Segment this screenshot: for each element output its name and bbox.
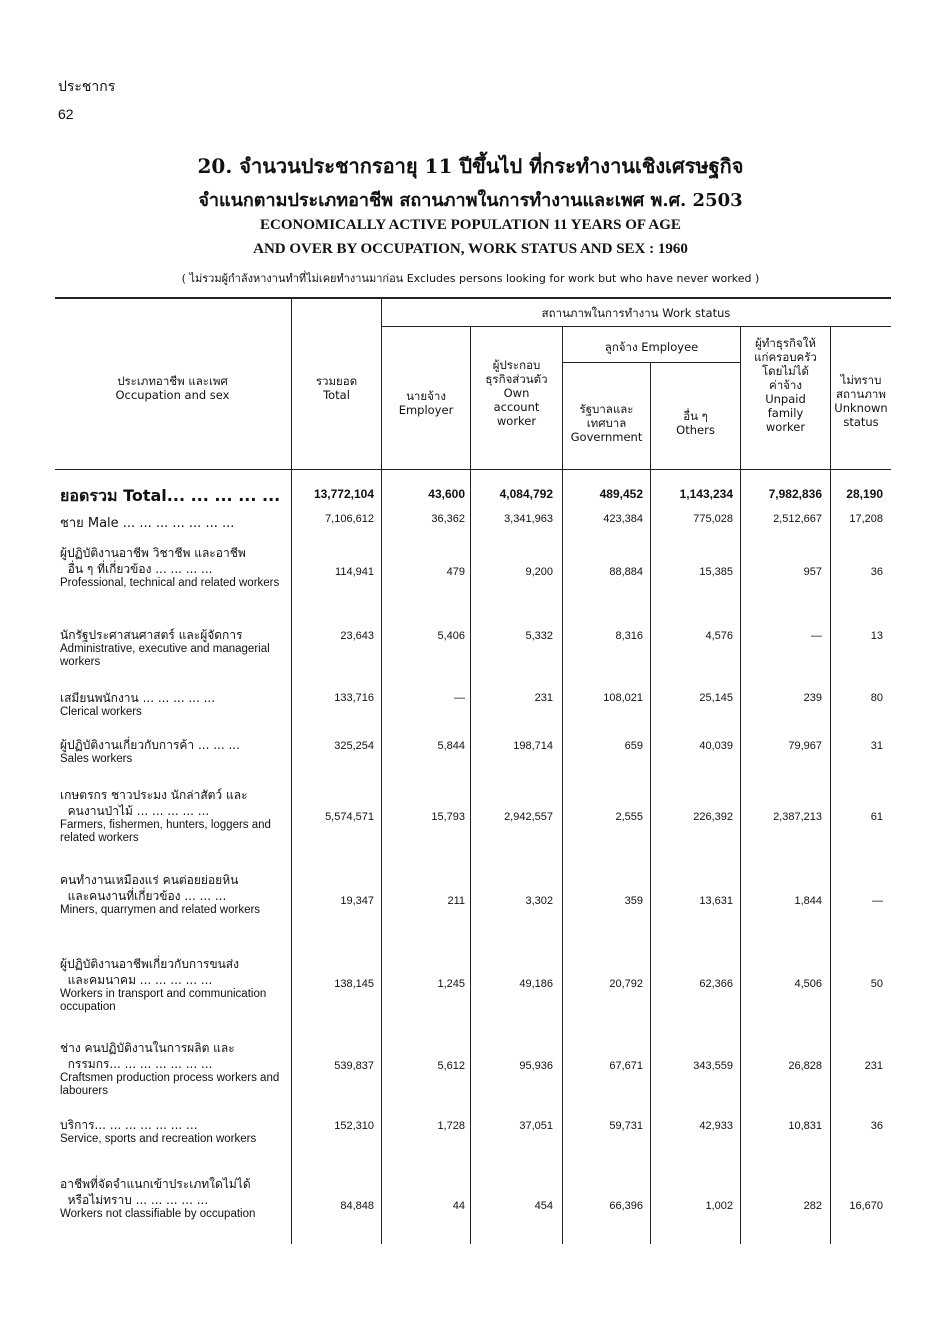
occupation-thai: อาชีพที่จัดจำแนกเข้าประเภทใดไม่ได้ หรือไม่ทราบ ... ... ... ... ... bbox=[60, 1177, 251, 1207]
table-row-cell: 239 bbox=[803, 692, 822, 704]
work-status-rule bbox=[381, 326, 891, 327]
table-row-cell: 211 bbox=[447, 895, 465, 907]
table-row-label bbox=[60, 545, 285, 590]
table-row-cell: 231 bbox=[534, 692, 553, 704]
table-row-cell: 1,245 bbox=[437, 978, 465, 990]
table-row-cell: 42,933 bbox=[699, 1120, 733, 1132]
table-row-cell: 49,186 bbox=[519, 978, 553, 990]
occupation-thai: บริการ... ... ... ... ... ... ... bbox=[60, 1118, 198, 1132]
male-row-label: ชาย Male ... ... ... ... ... ... ... bbox=[60, 516, 235, 531]
table-row-cell: 3,302 bbox=[525, 895, 553, 907]
table-row-cell: 19,347 bbox=[340, 895, 374, 907]
male-row-cell: 7,106,612 bbox=[325, 513, 374, 525]
total-row-cell: 489,452 bbox=[599, 487, 643, 501]
table-row-cell: 2,555 bbox=[615, 811, 643, 823]
col-divider-unknown bbox=[830, 327, 831, 1244]
occupation-thai: ช่าง คนปฏิบัติงานในการผลิต และ กรรมกร... ... ... ... ... ... ... bbox=[60, 1041, 235, 1071]
table-row-cell: 454 bbox=[534, 1200, 553, 1212]
occupation-english: Farmers, fishermen, hunters, loggers and related workers bbox=[60, 819, 271, 844]
total-row-cell: 1,143,234 bbox=[679, 487, 733, 501]
occupation-thai: นักรัฐประศาสนศาสตร์ และผู้จัดการ bbox=[60, 628, 243, 642]
col-divider-total bbox=[291, 298, 292, 1244]
table-row-cell: 1,844 bbox=[794, 895, 822, 907]
table-row-cell: 5,574,571 bbox=[325, 811, 374, 823]
header-bottom-rule bbox=[55, 469, 891, 470]
header-total: รวมยอด Total bbox=[315, 374, 358, 402]
header-others: อื่น ๆ Others bbox=[676, 409, 715, 437]
table-row-cell: 79,967 bbox=[788, 740, 822, 752]
male-row-cell: 17,208 bbox=[849, 513, 883, 525]
table-row-label bbox=[60, 690, 285, 719]
table-row-label bbox=[60, 737, 285, 766]
occupation-thai: ผู้ปฏิบัติงานอาชีพ วิชาชีพ และอาชีพ อื่น ๆ ที่เกี่ยวข้อง ... ... ... ... bbox=[60, 546, 246, 576]
occupation-english: Sales workers bbox=[60, 753, 133, 765]
occupation-thai: ผู้ปฏิบัติงานอาชีพเกี่ยวกับการขนส่ง และคมนาคม ... ... ... ... ... bbox=[60, 957, 239, 987]
table-top-rule bbox=[55, 297, 891, 299]
header-unknown: ไม่ทราบ สถานภาพ Unknown status bbox=[834, 373, 888, 429]
occupation-english: Miners, quarrymen and related workers bbox=[60, 904, 261, 916]
table-row-cell: 4,506 bbox=[794, 978, 822, 990]
table-row-cell: 84,848 bbox=[340, 1200, 374, 1212]
male-row-cell: 775,028 bbox=[693, 513, 733, 525]
table-row-cell: 5,406 bbox=[437, 630, 465, 642]
total-row-cell: 28,190 bbox=[846, 487, 883, 501]
table-row-cell: 8,316 bbox=[615, 630, 643, 642]
table-row-cell: 325,254 bbox=[334, 740, 374, 752]
table-row-cell: 80 bbox=[870, 692, 883, 704]
running-head: ประชากร bbox=[58, 79, 116, 95]
table-row-cell: 10,831 bbox=[788, 1120, 822, 1132]
male-row-cell: 2,512,667 bbox=[773, 513, 822, 525]
table-row-cell: 37,051 bbox=[519, 1120, 553, 1132]
table-row-cell: 36 bbox=[870, 566, 883, 578]
table-row-cell: 44 bbox=[452, 1200, 465, 1212]
header-employer: นายจ้าง Employer bbox=[398, 389, 454, 417]
table-row-cell: 957 bbox=[803, 566, 822, 578]
table-row-cell: 2,387,213 bbox=[773, 811, 822, 823]
table-row-cell: 1,728 bbox=[437, 1120, 465, 1132]
table-row-cell: 5,332 bbox=[525, 630, 553, 642]
title-thai-line2: จำแนกตามประเภทอาชีพ สถานภาพในการทำงานและเพศ พ.ศ. 2503 bbox=[198, 190, 743, 211]
occupation-english: Service, sports and recreation workers bbox=[60, 1133, 257, 1145]
table-row-cell: 15,793 bbox=[431, 811, 465, 823]
table-row-cell: 359 bbox=[624, 895, 643, 907]
table-row-cell: 343,559 bbox=[693, 1060, 733, 1072]
male-row-cell: 36,362 bbox=[431, 513, 465, 525]
table-row-cell: 23,643 bbox=[340, 630, 374, 642]
table-row-cell: 2,942,557 bbox=[504, 811, 553, 823]
total-row-cell: 7,982,836 bbox=[768, 487, 822, 501]
table-row-cell: 152,310 bbox=[334, 1120, 374, 1132]
header-occupation: ประเภทอาชีพ และเพศ Occupation and sex bbox=[115, 374, 230, 402]
table-row-cell: 198,714 bbox=[513, 740, 553, 752]
table-row-cell: 5,612 bbox=[437, 1060, 465, 1072]
title-english-line1: ECONOMICALLY ACTIVE POPULATION 11 YEARS OF AGE bbox=[260, 217, 681, 233]
table-row-cell: — bbox=[811, 630, 822, 642]
table-row-cell: 31 bbox=[870, 740, 883, 752]
table-row-cell: 108,021 bbox=[603, 692, 643, 704]
total-row-cell: 4,084,792 bbox=[499, 487, 553, 501]
table-row-cell: 226,392 bbox=[693, 811, 733, 823]
table-row-cell: 13 bbox=[870, 630, 883, 642]
occupation-english: Administrative, executive and managerial workers bbox=[60, 643, 270, 668]
table-row-cell: 282 bbox=[803, 1200, 822, 1212]
table-row-cell: 138,145 bbox=[334, 978, 374, 990]
table-row-cell: 114,941 bbox=[335, 566, 374, 578]
table-row-cell: 40,039 bbox=[699, 740, 733, 752]
title-note: ( ไม่รวมผู้กำลังหางานทำที่ไม่เคยทำงานมาก่อน Excludes persons looking for work but who have never worked ) bbox=[181, 272, 760, 285]
table-row-label bbox=[60, 1040, 285, 1098]
table-row-label bbox=[60, 872, 285, 917]
table-row-cell: — bbox=[454, 692, 465, 704]
table-row-cell: 59,731 bbox=[609, 1120, 643, 1132]
table-row-cell: 88,884 bbox=[609, 566, 643, 578]
col-divider-gov bbox=[562, 327, 563, 1244]
table-row-cell: 539,837 bbox=[334, 1060, 374, 1072]
table-row-label bbox=[60, 1176, 285, 1221]
table-row-cell: 95,936 bbox=[519, 1060, 553, 1072]
table-row-cell: 50 bbox=[870, 978, 883, 990]
total-row-cell: 43,600 bbox=[428, 487, 465, 501]
table-row-cell: 133,716 bbox=[334, 692, 374, 704]
table-row-label bbox=[60, 1117, 285, 1146]
occupation-english: Craftsmen production process workers and labourers bbox=[60, 1072, 280, 1097]
male-row-cell: 423,384 bbox=[603, 513, 643, 525]
col-divider-employer bbox=[381, 298, 382, 1244]
occupation-english: Professional, technical and related workers bbox=[60, 577, 280, 589]
table-row-cell: 4,576 bbox=[705, 630, 733, 642]
table-row-cell: 25,145 bbox=[699, 692, 733, 704]
col-divider-unpaid bbox=[740, 327, 741, 1244]
table-row-cell: 659 bbox=[624, 740, 643, 752]
header-government: รัฐบาลและ เทศบาล Government bbox=[570, 402, 643, 444]
table-row-cell: 1,002 bbox=[705, 1200, 733, 1212]
table-row-cell: 5,844 bbox=[437, 740, 465, 752]
table-row-cell: 231 bbox=[864, 1060, 883, 1072]
table-row-cell: 66,396 bbox=[609, 1200, 643, 1212]
table-row-cell: 26,828 bbox=[788, 1060, 822, 1072]
table-row-label bbox=[60, 787, 285, 845]
male-row-cell: 3,341,963 bbox=[504, 513, 553, 525]
col-divider-own bbox=[470, 327, 471, 1244]
total-row-cell: 13,772,104 bbox=[313, 487, 374, 501]
header-own-account: ผู้ประกอบ ธุรกิจส่วนตัว Own account worker bbox=[485, 358, 548, 428]
col-divider-others bbox=[650, 363, 651, 1244]
table-row-cell: 36 bbox=[870, 1120, 883, 1132]
table-row-cell: — bbox=[872, 895, 883, 907]
employee-rule bbox=[562, 362, 740, 363]
table-row-cell: 67,671 bbox=[609, 1060, 643, 1072]
table-row-cell: 16,670 bbox=[849, 1200, 883, 1212]
table-row-label bbox=[60, 956, 285, 1014]
header-work-status: สถานภาพในการทำงาน Work status bbox=[541, 306, 731, 320]
occupation-english: Clerical workers bbox=[60, 706, 142, 718]
occupation-thai: คนทำงานเหมืองแร่ คนต่อยย่อยหิน และคนงานที่เกี่ยวข้อง ... ... ... bbox=[60, 873, 239, 903]
title-english-line2: AND OVER BY OCCUPATION, WORK STATUS AND SEX : 1960 bbox=[253, 241, 688, 257]
table-row-label bbox=[60, 627, 285, 669]
occupation-thai: เสมียนพนักงาน ... ... ... ... ... bbox=[60, 691, 216, 705]
page-number: 62 bbox=[58, 106, 74, 122]
occupation-english: Workers in transport and communication occupation bbox=[60, 988, 267, 1013]
total-row-label: ยอดรวม Total... ... ... ... ... bbox=[60, 486, 281, 505]
occupation-thai: ผู้ปฏิบัติงานเกี่ยวกับการค้า ... ... ... bbox=[60, 738, 240, 752]
header-unpaid: ผู้ทำธุรกิจให้ แก่ครอบครัว โดยไม่ได้ ค่าจ้าง Unpaid family worker bbox=[754, 336, 817, 434]
table-row-cell: 61 bbox=[870, 811, 883, 823]
table-row-cell: 479 bbox=[446, 566, 465, 578]
title-thai-line1: 20. จำนวนประชากรอายุ 11 ปีขึ้นไป ที่กระทำงานเชิงเศรษฐกิจ bbox=[197, 154, 744, 178]
occupation-thai: เกษตรกร ชาวประมง นักล่าสัตว์ และ คนงานป่าไม้ ... ... ... ... ... bbox=[60, 788, 248, 818]
table-row-cell: 15,385 bbox=[699, 566, 733, 578]
table-row-cell: 20,792 bbox=[609, 978, 643, 990]
table-row-cell: 13,631 bbox=[699, 895, 733, 907]
table-row-cell: 62,366 bbox=[699, 978, 733, 990]
header-employee: ลูกจ้าง Employee bbox=[604, 340, 699, 354]
table-row-cell: 9,200 bbox=[525, 566, 553, 578]
occupation-english: Workers not classifiable by occupation bbox=[60, 1208, 256, 1220]
